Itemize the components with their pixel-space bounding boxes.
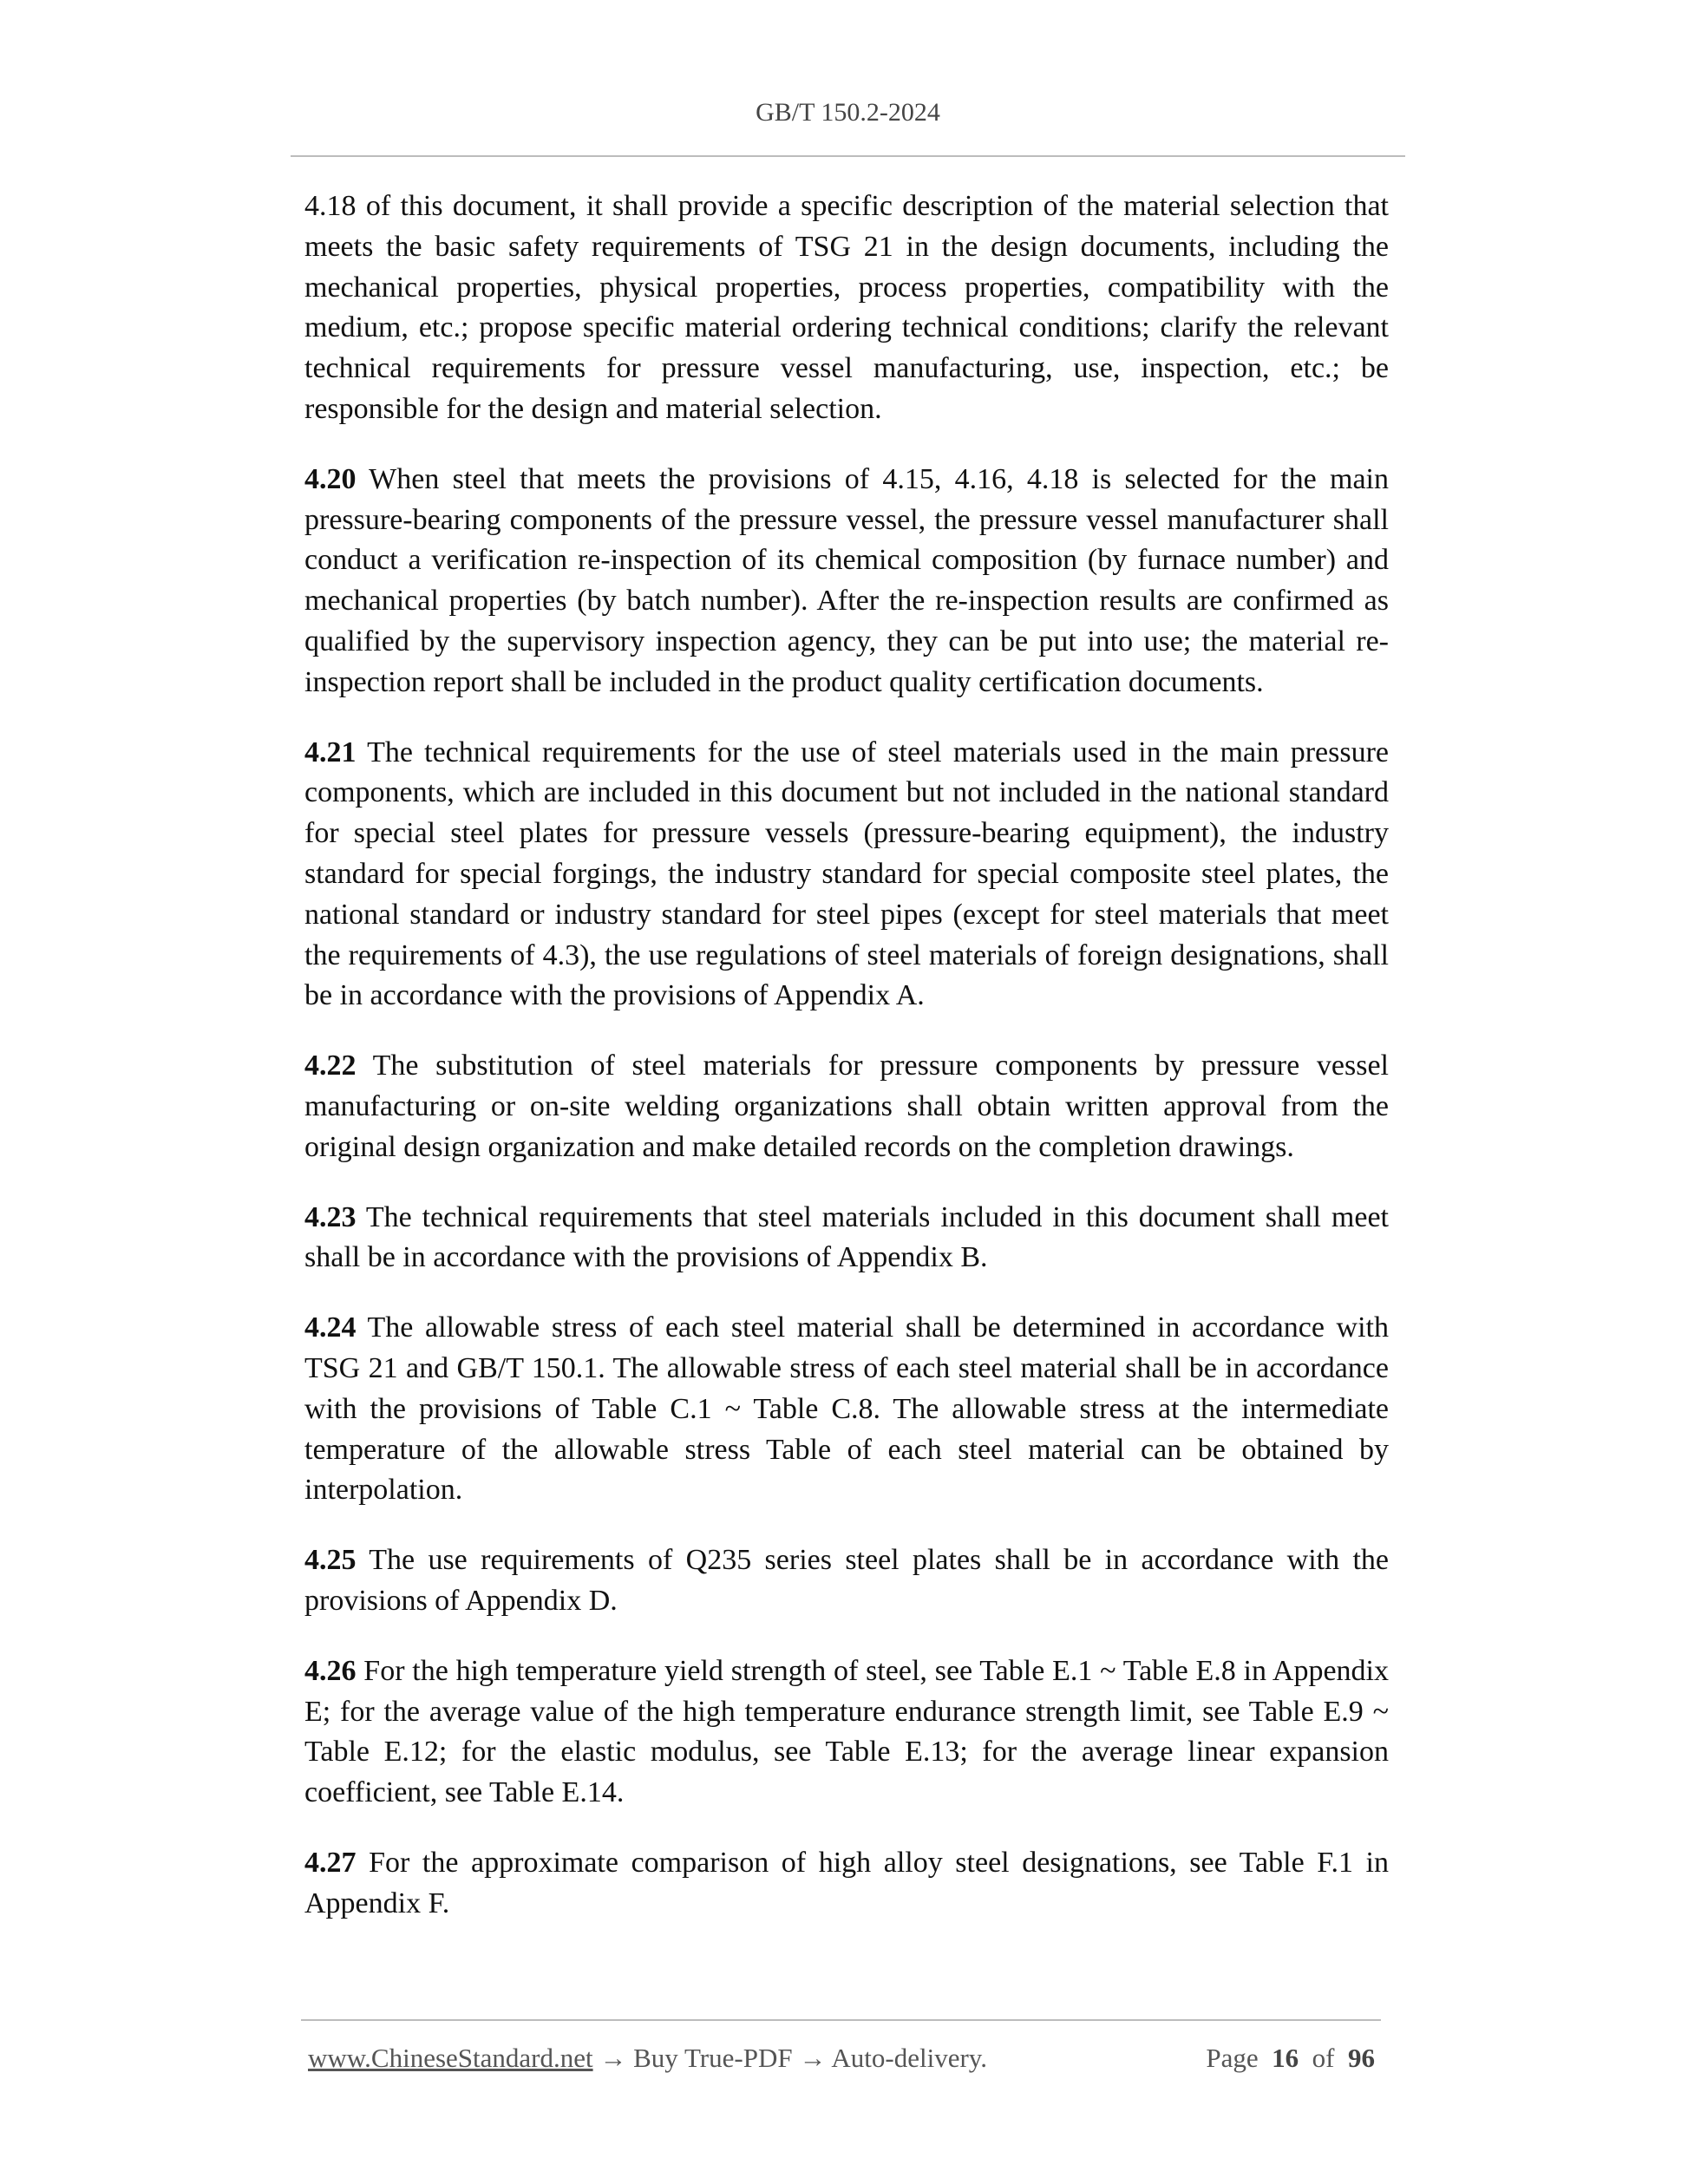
page-header <box>291 91 1405 157</box>
document-body <box>304 186 1389 1953</box>
clause-text: The substitution of steel materials for pressure components by pressure vessel manufacturing or on-site welding organizations shall obtain written approval from the original design organization and make detailed records on the completion drawings. <box>304 1049 1389 1163</box>
of-label: of <box>1312 2043 1335 2073</box>
page-indicator <box>1206 2038 1375 2078</box>
clause-number: 4.21 <box>304 736 357 768</box>
clause-number: 4.27 <box>304 1846 357 1879</box>
clause-text: The technical requirements that steel materials included in this document shall meet shall be in accordance with the provisions of Appendix B. <box>304 1200 1389 1274</box>
clause-number: 4.20 <box>304 462 357 495</box>
website-link[interactable]: www.ChineseStandard.net <box>308 2043 593 2073</box>
clause-number: 4.26 <box>304 1654 357 1687</box>
footer-promo <box>308 2038 987 2078</box>
clause-text: When steel that meets the provisions of 4.15, 4.16, 4.18 is selected for the main pressure-bearing components of the pressure vessel, the pressure vessel manufacturer shall conduct a verification re-inspection of its chemical composition (by furnace number) and mechanical properties (by batch number). After the re-inspection results are confirmed as qualified by the supervisory inspection agency, they can be put into use; the material re-inspection report shall be included in the product quality certification documents. <box>304 462 1389 698</box>
clause-text: The allowable stress of each steel material shall be determined in accordance with TSG 21 and GB/T 150.1. The allowable stress of each steel material shall be in accordance with the provisions of Table C.1 ~ Table C.8. The allowable stress at the intermediate temperature of the allowable stress Table of each steel material can be obtained by interpolation. <box>304 1311 1389 1507</box>
clause-number: 4.25 <box>304 1544 357 1577</box>
paragraph-continuation <box>304 186 1389 430</box>
arrow-icon: → <box>592 2043 634 2073</box>
clause-4-21 <box>304 733 1389 1017</box>
clause-number: 4.24 <box>304 1311 357 1344</box>
clause-4-22 <box>304 1046 1389 1167</box>
arrow-icon: → <box>792 2043 832 2073</box>
clause-4-23 <box>304 1198 1389 1279</box>
document-id: GB/T 150.2-2024 <box>756 98 940 127</box>
clause-4-27 <box>304 1843 1389 1925</box>
clause-4-25 <box>304 1540 1389 1622</box>
page-footer <box>301 2019 1381 2073</box>
buy-text: Buy True-PDF <box>633 2043 793 2073</box>
clause-4-26 <box>304 1651 1389 1814</box>
delivery-text: Auto-delivery. <box>831 2043 988 2073</box>
clause-4-20 <box>304 460 1389 703</box>
clause-text: The technical requirements for the use of steel materials used in the main pressure components, which are included in this document but not included in the national standard for special steel plates for pressure vessels (pressure-bearing equipment), the industry standard for special forgings, the industry standard for special composite steel plates, the national standard or industry standard for steel pipes (except for steel materials that meet the requirements of 4.3), the use regulations of steel materials of foreign designations, shall be in accordance with the provisions of Appendix A. <box>304 736 1389 1012</box>
page-current: 16 <box>1272 2043 1299 2073</box>
page-label: Page <box>1206 2043 1259 2073</box>
clause-4-24 <box>304 1308 1389 1511</box>
page-total: 96 <box>1348 2043 1375 2073</box>
clause-text: The use requirements of Q235 series steel plates shall be in accordance with the provisions of Appendix D. <box>304 1544 1389 1617</box>
clause-text: For the high temperature yield strength of steel, see Table E.1 ~ Table E.8 in Appendix E; for the average value of the high temperature endurance strength limit, see Table E.9 ~ Table E.12; for the elastic modulus, see Table E.13; for the average linear expansion coefficient, see Table E.14. <box>304 1654 1389 1809</box>
clause-text: For the approximate comparison of high alloy steel designations, see Table F.1 in Appendix F. <box>304 1846 1389 1919</box>
clause-number: 4.22 <box>304 1049 357 1082</box>
clause-number: 4.23 <box>304 1200 357 1233</box>
paragraph-text: 4.18 of this document, it shall provide a specific description of the material selection that meets the basic safety requirements of TSG 21 in the design documents, including the mechanical properties, physical properties, process properties, compatibility with the medium, etc.; propose specific material ordering technical conditions; clarify the relevant technical requirements for pressure vessel manufacturing, use, inspection, etc.; be responsible for the design and material selection. <box>304 190 1389 425</box>
